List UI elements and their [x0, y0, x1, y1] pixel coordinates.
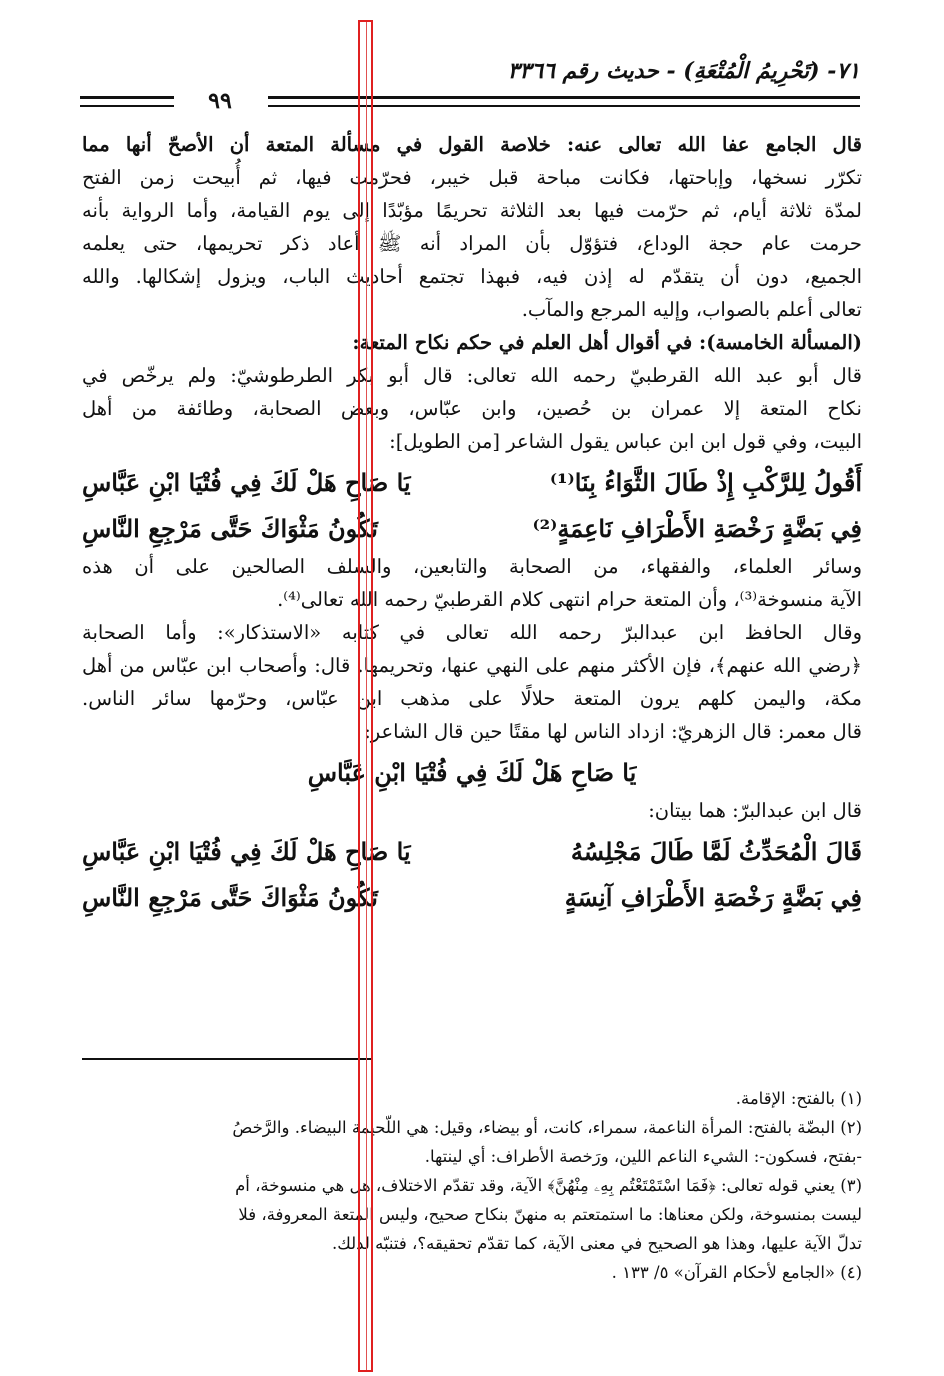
text-line: ﴿رضي الله عنهم﴾، فإن الأكثر منهم على النهي عنها، وتحريمها. قال: وأصحاب ابن عبّاس من أهل — [82, 654, 862, 677]
footnote-divider — [82, 1058, 372, 1060]
text-line: الآية منسوخة⁽³⁾، وأن المتعة حرام انتهى كلام القرطبيّ رحمه الله تعالى⁽⁴⁾. — [277, 588, 862, 611]
footnote-line: (١) بالفتح: الإقامة. — [735, 1089, 862, 1108]
poem-verse-single — [82, 752, 862, 794]
text-line: نكاح المتعة إلا عمران بن حُصين، وابن عبّاس، وبعض الصحابة، وطائفة من أهل — [82, 397, 862, 420]
running-header — [80, 58, 860, 118]
header-title: ٧١- (تَحْرِيمُ الْمُتْعَةِ) - حديث رقم ٣٣٦٦ — [507, 58, 860, 84]
text-line: وقال الحافظ ابن عبدالبرّ رحمه الله تعالى في كتابه «الاستذكار»: وأما الصحابة — [82, 621, 862, 644]
section-heading: (المسألة الخامسة): في أقوال أهل العلم في حكم نكاح المتعة: — [352, 331, 862, 354]
text-line: تكرّر نسخها، وإباحتها، فكانت مباحة قبل خيبر، فحرّمت فيها، ثم أُبيحت زمن الفتح — [82, 166, 862, 189]
text-line: لمدّة ثلاثة أيام، ثم حرّمت فيها بعد الثلاثة تحريمًا مؤبّدًا إلى يوم القيامة، وأما الرواية بأنه — [82, 199, 862, 222]
verse-hemistich-first: قَالَ الْمُحَدِّثُ لَمَّا طَالَ مَجْلِسُهُ — [570, 837, 862, 866]
annotation-highlight-box — [358, 20, 373, 1372]
page-number: ٩٩ — [208, 88, 232, 114]
poem-verse — [82, 877, 862, 919]
header-rule-right — [268, 96, 860, 107]
text-line: وسائر العلماء، والفقهاء، من الصحابة والتابعين، والسلف الصالحين على أن هذه — [82, 555, 862, 578]
footnote-line: ليست بمنسوخة، ولكن معناها: ما استمتعتم به منهنّ بنكاح صحيح، وليس المتعة المعروفة، فلا — [238, 1205, 862, 1224]
verse-hemistich-second: يَا صَاحِ هَلْ لَكَ فِي فُتْيَا ابْنِ عَبَّاسِ — [82, 468, 411, 497]
text-line: قال الجامع عفا الله تعالى عنه: خلاصة القول في مسألة المتعة أن الأصحّ أنها مما — [82, 133, 862, 156]
footnote-line: (٢) البضّة بالفتح: المرأة الناعمة، سمراء، كانت، أو بيضاء، وقيل: هي اللّحيمة البيضاء. والرَّخصُ — [232, 1118, 862, 1137]
text-line: قال أبو عبد الله القرطبيّ رحمه الله تعالى: قال أبو بكر الطرطوشيّ: ولم يرخّص في — [82, 364, 862, 387]
verse-hemistich-first: أَقُولُ لِلرَّكْبِ إِذْ طَالَ الثَّوَاءُ بِنَا⁽¹⁾ — [549, 468, 862, 497]
text-line — [82, 128, 862, 161]
text-line: قال معمر: قال الزهريّ: ازداد الناس لها مقتًا حين قال الشاعر: — [364, 720, 862, 743]
text-line: الجميع، دون أن يتقدّم له إذن فيه، فبهذا تجتمع أحاديث الباب، ويزول إشكالها. والله — [82, 265, 862, 288]
footnote-line: (٤) «الجامع لأحكام القرآن» ٥/ ١٣٣ . — [611, 1263, 862, 1282]
text-line: قال ابن عبدالبرّ: هما بيتان: — [648, 799, 862, 822]
footnote-line: تدلّ الآية عليها، وهذا هو الصحيح في معنى الآية، كما تقدّم تحقيقه؟، فتنبّه لذلك. — [332, 1234, 862, 1253]
poem-verse — [82, 462, 862, 504]
verse-hemistich-first: فِي بَضَّةٍ رَخْصَةِ الأَطْرَافِ نَاعِمَةٍ⁽²⁾ — [532, 514, 862, 543]
text-line: تعالى أعلم بالصواب، وإليه المرجع والمآب. — [521, 298, 862, 321]
footnotes — [82, 1084, 862, 1287]
verse-hemistich-second: يَا صَاحِ هَلْ لَكَ فِي فُتْيَا ابْنِ عَبَّاسِ — [82, 837, 411, 866]
text-line: البيت، وفي قول ابن ابن عباس يقول الشاعر [من الطويل]: — [389, 430, 862, 453]
header-rule-left — [80, 96, 174, 107]
verse-hemistich-first: فِي بَضَّةٍ رَخْصَةِ الأَطْرَافِ آنِسَةٍ — [564, 883, 862, 912]
verse-hemistich-second: تَكُونُ مَثْوَاكَ حَتَّى مَرْجِعِ النَّاسِ — [82, 883, 378, 912]
verse-hemistich-second: تَكُونُ مَثْوَاكَ حَتَّى مَرْجِعِ النَّاسِ — [82, 514, 378, 543]
main-text — [82, 128, 862, 919]
poem-verse — [82, 508, 862, 550]
verse-hemistich: يَا صَاحِ هَلْ لَكَ فِي فُتْيَا ابْنِ عَبَّاسِ — [307, 758, 637, 787]
poem-verse — [82, 831, 862, 873]
footnote-line: (٣) يعني قوله تعالى: ﴿فَمَا اسْتَمْتَعْتُم بِهِۦ مِنْهُنَّ﴾ الآية، وقد تقدّم الاختلاف، هل هي منسوخة، أم — [235, 1176, 862, 1195]
footnote-line: -بفتح، فسكون-: الشيء الناعم اللين، ورَخصة الأطراف: أي لينتها. — [424, 1147, 862, 1166]
text-line: حرمت عام حجة الوداع، فتؤوّل بأن المراد أنه ﷺ أعاد ذكر تحريمها، حتى يعلمه — [82, 232, 862, 255]
text-line: مكة، واليمن كلهم يرون المتعة حلالًا على مذهب ابن عبّاس، وحرّمها سائر الناس. — [82, 687, 862, 710]
